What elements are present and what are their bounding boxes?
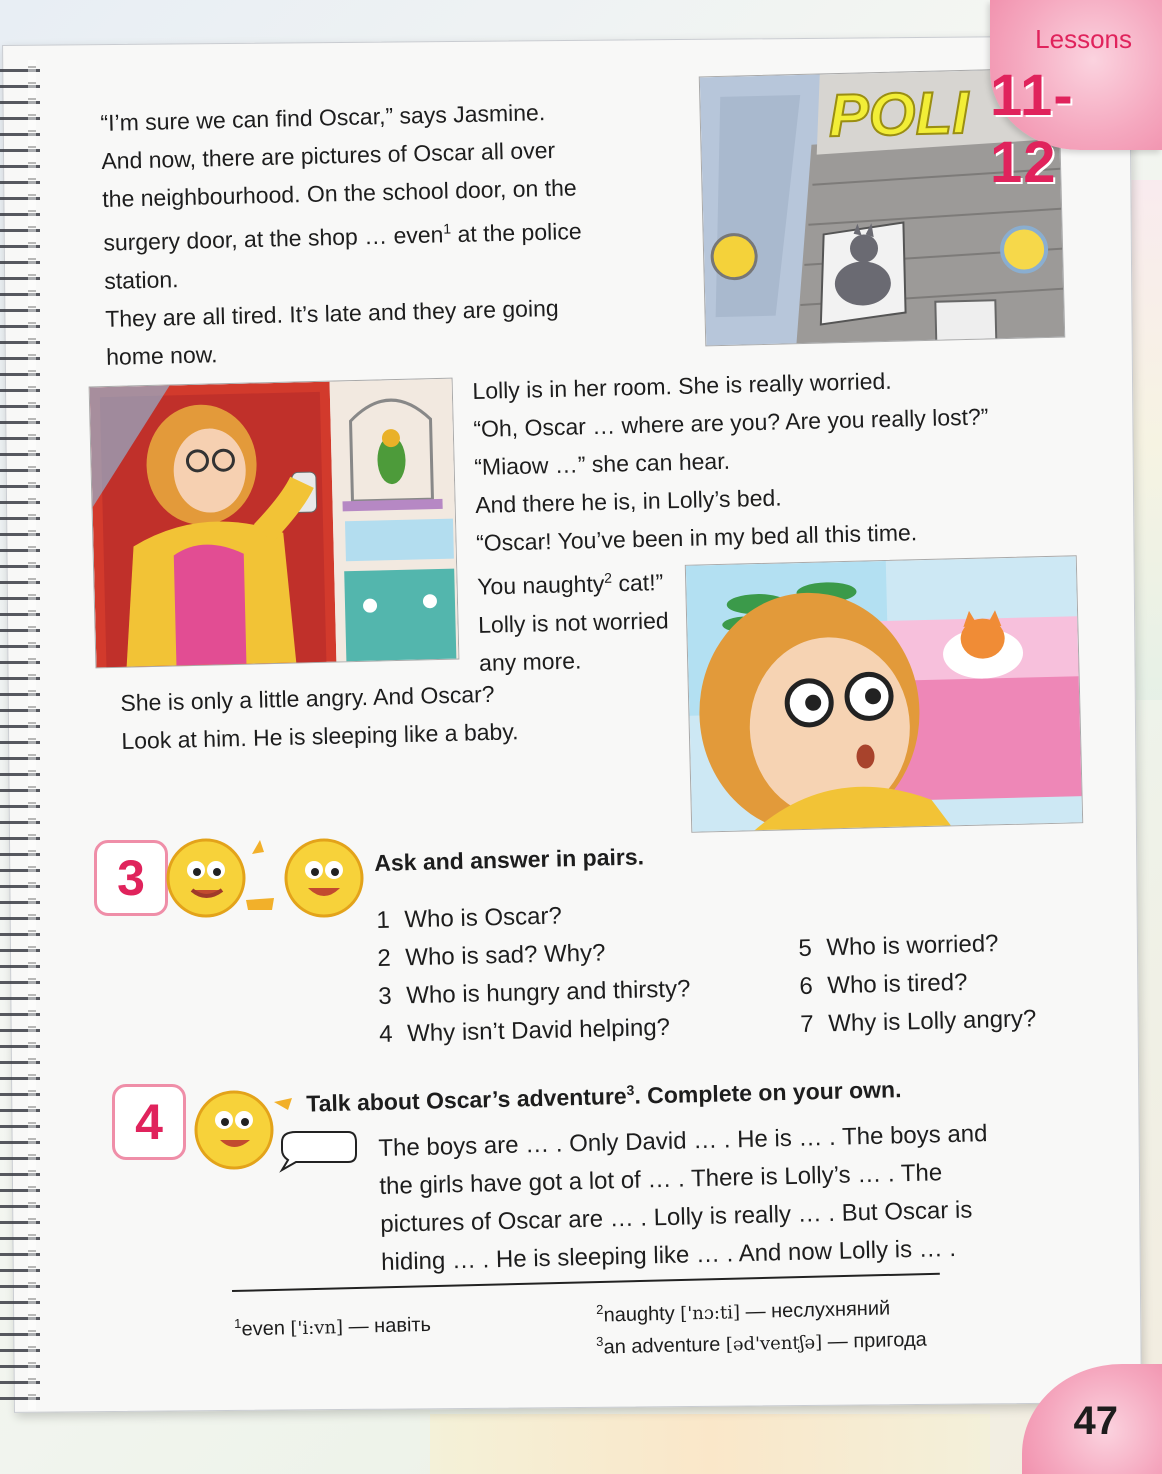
story-line: “Oh, Oscar … where are you? Are you really lost?” — [473, 403, 989, 442]
question-item: 7 Why is Lolly angry? — [799, 1005, 1037, 1038]
story-line: the neighbourhood. On the school door, on the — [102, 174, 577, 212]
exercise-line: the girls have got a lot of … . There is Lolly’s … . The — [379, 1159, 943, 1200]
spiral-holes — [28, 60, 36, 1410]
story-line: home now. — [105, 340, 218, 370]
footnote-3: $^3$an adventure [əd'ventʃə] — пригода — [596, 1328, 928, 1359]
question-item: 5 Who is worried? — [798, 930, 999, 962]
pairs-emoji-icon — [164, 830, 364, 920]
background-stripe — [430, 1414, 990, 1474]
story-line: “Miaow …” she can hear. — [474, 447, 731, 480]
story-line: You naughty$^2$ cat!” — [476, 569, 664, 600]
exercise-4-instruction: Talk about Oscar’s adventure$^3$. Complete on your own. — [306, 1076, 902, 1117]
page-number: 47 — [1073, 1399, 1118, 1443]
question-item: 1 Who is Oscar? — [376, 902, 563, 934]
lessons-label: Lessons — [1035, 24, 1132, 54]
story-line: station. — [103, 265, 179, 294]
lessons-tab — [990, 0, 1162, 195]
exercise-3-questions-left — [376, 894, 692, 1054]
story-line: Look at him. He is sleeping like a baby. — [121, 718, 519, 754]
exercise-line: pictures of Oscar are … . Lolly is really … . But Oscar is — [379, 1196, 973, 1238]
story-line: “Oscar! You’ve been in my bed all this time. — [475, 519, 918, 556]
story-line: Lolly is not worried — [477, 606, 669, 638]
question-item: 2 Who is sad? Why? — [377, 939, 606, 972]
question-item: 3 Who is hungry and thirsty? — [377, 975, 691, 1010]
svg-text:POLI: POLI — [827, 78, 970, 150]
story-paragraph-4 — [120, 674, 519, 760]
story-line: She is only a little angry. And Oscar? — [120, 680, 495, 716]
story-line: And there he is, in Lolly’s bed. — [474, 484, 782, 518]
question-item: 6 Who is tired? — [799, 968, 968, 1000]
lessons-number: 11-12 — [990, 63, 1074, 195]
exercise-4-text — [378, 1115, 991, 1282]
story-line: surgery door, at the shop … even$^1$ at the police — [103, 217, 582, 256]
story-line: any more. — [478, 647, 582, 676]
exercise-3-questions-right — [798, 924, 1037, 1044]
exercise-line: hiding … . He is sleeping like … . And now Lolly is … . — [380, 1234, 957, 1276]
story-line: Lolly is in her room. She is really worried. — [472, 367, 892, 404]
lolly-finds-oscar-illustration — [685, 555, 1083, 832]
lolly-at-door-illustration — [89, 378, 460, 669]
exercise-line: The boys are … . Only David … . He is … . The boys and — [378, 1120, 988, 1162]
story-line: “I’m sure we can find Oscar,” says Jasmine. — [100, 99, 546, 136]
question-item: 4 Why isn’t David helping? — [378, 1013, 671, 1048]
story-line: And now, there are pictures of Oscar all over — [101, 136, 556, 174]
footnote-1: $^1$even ['i:vn] — навіть — [234, 1313, 432, 1341]
exercise-number-3: 3 — [94, 840, 168, 916]
story-paragraph-1 — [100, 92, 585, 375]
exercise-number-4: 4 — [112, 1084, 186, 1160]
footnote-2: $^2$naughty ['nɔ:ti] — неслухняний — [596, 1297, 891, 1327]
story-line: They are all tired. It’s late and they are going — [104, 294, 559, 332]
exercise-3-instruction: Ask and answer in pairs. — [374, 843, 645, 876]
